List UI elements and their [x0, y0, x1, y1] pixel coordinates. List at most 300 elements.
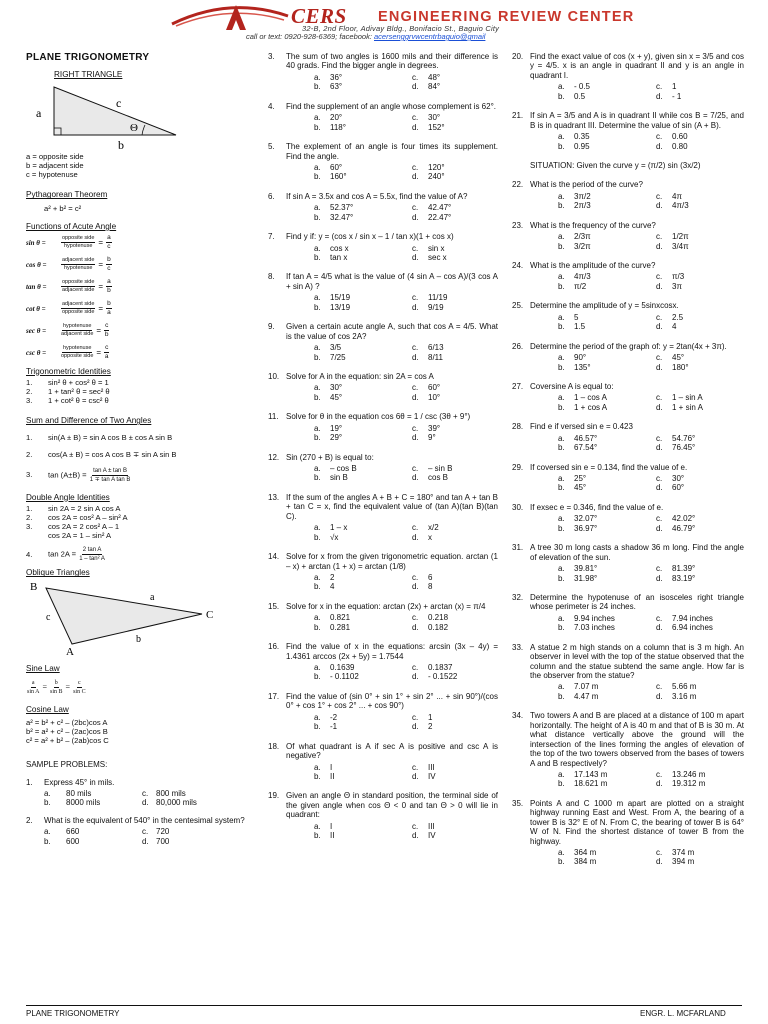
choice: d. — [656, 623, 663, 633]
choice: b. — [314, 622, 321, 632]
tan-double-lhs: tan 2A = — [48, 549, 77, 559]
question-26: 26. Determine the period of the graph of: y = 2tan(4x + 3π). a. 90° c. 45° b. 135° d. 180° — [512, 342, 744, 372]
question-6: 6. If sin A = 3.5x and cos A = 5.5x, find the value of A? a. 52.37° c. 42.47° b. 32.47° d. 22.47° — [268, 192, 498, 222]
choice: 4π/3 — [672, 201, 689, 211]
choice: 2π/3 — [574, 201, 591, 211]
choice: d. — [412, 672, 419, 682]
choice: 0.80 — [672, 141, 688, 151]
choice: b. — [558, 443, 565, 453]
choice: d. — [412, 302, 419, 312]
choice: d. — [656, 779, 663, 789]
choice: c. — [412, 72, 419, 82]
choice: 1/2π — [672, 232, 689, 242]
choice: 1 — [672, 82, 677, 92]
choice: a. — [558, 769, 565, 779]
choice: d. — [412, 582, 419, 592]
choice: 6 — [428, 572, 433, 582]
choice: d. — [656, 362, 663, 372]
choice: d. — [412, 473, 419, 483]
choice: 8/11 — [428, 352, 443, 362]
choice: c. — [656, 82, 663, 92]
choice: c. — [412, 293, 419, 303]
choice: 52.37° — [330, 203, 354, 213]
choice: 48° — [428, 72, 441, 82]
choice: 4 — [672, 322, 677, 332]
choice: 240° — [428, 172, 445, 182]
choice: c. — [412, 243, 419, 253]
choice: b. — [558, 573, 565, 583]
obl-label-A: A — [66, 645, 74, 656]
question-12: 12. Sin (270 + B) is equal to: a. – cos B c. – sin B b. sin B d. cos B — [268, 453, 498, 483]
question-34: 34. Two towers A and B are placed at a distance of 100 m apart horizontally. The height of A is 40 m and that of B is 30 m. At what distance vertically above the ground will the intersection of the lines forming the angles of elevation of the top of the two towers observed from the bases of towers A and B respectively? a. 17.143 m c. 13.246 m b. 18.621 m d. 19.312 m — [512, 711, 744, 789]
choice: a. — [314, 712, 321, 722]
choice: 9.94 inches — [574, 613, 615, 623]
choice: 30° — [428, 113, 441, 123]
choice: c. — [412, 423, 419, 433]
choice: a. — [558, 433, 565, 443]
choice: cos B — [428, 473, 449, 483]
question-28: 28. Find e if versed sin e = 0.423 a. 46.57° c. 54.76° b. 67.54° d. 76.45° — [512, 422, 744, 452]
choice: 42.47° — [428, 203, 452, 213]
choice: - 0.1102 — [330, 672, 359, 682]
question-17: 17. Find the value of (sin 0° + sin 1° + sin 2° ... + sin 90°)/(cos 0° + cos 1° + cos 2° ... + cos 90°) a. -2 c. 1 b. -1 d. 2 — [268, 691, 498, 732]
question-23: 23. What is the frequency of the curve? a. 2/3π c. 1/2π b. 3/2π d. 3/4π — [512, 221, 744, 251]
choice: a. — [558, 613, 565, 623]
choice: b. — [558, 141, 565, 151]
choice: d. — [656, 91, 663, 101]
obl-label-c: c — [46, 611, 51, 623]
choice: cos x — [330, 243, 349, 253]
choice: c. — [656, 682, 663, 692]
choice: c. — [412, 523, 419, 533]
functions-heading: Functions of Acute Angle — [26, 221, 117, 231]
choice: d. — [656, 857, 663, 867]
choice: 45° — [574, 483, 587, 493]
choice: 67.54° — [574, 443, 598, 453]
choice: 30° — [672, 474, 685, 483]
right-triangle-heading: RIGHT TRIANGLE — [54, 69, 123, 79]
sumdiff-sin: sin(A ± B) = sin A cos B ± cos A sin B — [48, 432, 173, 442]
choice: a. — [558, 272, 565, 282]
choice: b. — [558, 523, 565, 533]
choice: d. — [656, 402, 663, 412]
choice: 18.621 m — [574, 779, 608, 789]
choice: c. — [656, 393, 663, 403]
choice: d. — [412, 622, 419, 632]
choice: x — [428, 532, 432, 542]
choice: a. — [314, 423, 321, 433]
choice: b. — [314, 392, 321, 402]
choice: III — [428, 821, 435, 831]
choice: 2 — [428, 722, 433, 732]
choice: d. — [656, 691, 663, 701]
choice: 81.39° — [672, 564, 696, 574]
choice: 1 – cos A — [574, 393, 607, 403]
function-row: cot θ = $\frac{\text{adjacent side}}{\text{opposite side}}$ = $\frac{b}{a}$ — [26, 299, 111, 317]
choice: d. — [656, 483, 663, 493]
choice: b. — [314, 122, 321, 132]
choice: 7/25 — [330, 352, 346, 362]
question-21: 21. If sin A = 3/5 and A is in quadrant II while cos B = 7/25, and B is in quadrant III. Determine the value of sin (A + B). a. 0.35 c. 0.60 b. 0.95 d. 0.80 — [512, 111, 744, 151]
choice: b. — [558, 322, 565, 332]
tan-double-fraction: $\frac{\text{2 tan A}}{\text{1 – tan² A}}$ — [79, 547, 105, 563]
choice: c. — [656, 191, 663, 201]
question-16: 16. Find the value of x in the equations: arcsin (3x – 4y) = 1.4361 arccos (2x + 5y) = 1.7544 a. 0.1639 c. 0.1837 b. - 0.1102 d. - 0.1522 — [268, 642, 498, 682]
choice: 2 — [330, 572, 335, 582]
obl-label-C: C — [206, 608, 214, 621]
choice: b. — [314, 212, 321, 222]
choice: 3/5 — [330, 343, 342, 353]
question-9: 9. Given a certain acute angle A, such that cos A = 4/5. What is the value of cos 2A? a. 3/5 c. 6/13 b. 7/25 d. 8/11 — [268, 322, 498, 362]
oblique-heading: Oblique Triangles — [26, 568, 90, 578]
choice: c. — [412, 663, 419, 672]
choice: c. — [412, 613, 419, 623]
choice: 120° — [428, 162, 445, 172]
choice: 10° — [428, 392, 441, 402]
choice: -1 — [330, 722, 338, 732]
choice: 60° — [330, 162, 343, 172]
choice: 160° — [330, 172, 347, 182]
choice: a. — [558, 312, 565, 322]
choice: b. — [558, 362, 565, 372]
contact-line — [246, 33, 485, 42]
pythagorean-formula: a² + b² = c² — [44, 204, 82, 213]
choice: 90° — [574, 353, 587, 363]
choice: – sin B — [428, 464, 453, 473]
choice: c. — [412, 762, 419, 772]
choice: c. — [412, 383, 419, 393]
choice: a. — [558, 564, 565, 574]
question-29: 29. If coversed sin e = 0.134, find the value of e. a. 25° c. 30° b. 45° d. 60° — [512, 463, 744, 493]
sample-heading: SAMPLE PROBLEMS: — [26, 760, 108, 770]
choice: b. — [558, 402, 565, 412]
tri-label-c: c — [116, 96, 122, 111]
question-27: 27. Coversine A is equal to: a. 1 – cos A c. 1 – sin A b. 1 + cos A d. 1 + sin A — [512, 382, 744, 412]
choice: 13.246 m — [672, 769, 706, 779]
page-title: PLANE TRIGONOMETRY — [26, 52, 150, 63]
column-3 — [512, 52, 744, 867]
choice: a. — [558, 848, 565, 857]
choice: 0.218 — [428, 613, 449, 623]
choice: a. — [314, 383, 321, 393]
choice: 0.5 — [574, 91, 586, 101]
choice: c. — [656, 564, 663, 574]
choice: b. — [314, 582, 321, 592]
acers-logo — [170, 2, 290, 32]
choice: 76.45° — [672, 443, 696, 453]
choice: b. — [558, 281, 565, 291]
choice: 4π — [672, 191, 682, 201]
choice: 4 — [330, 582, 335, 592]
choice: b. — [558, 91, 565, 101]
choice: b. — [558, 691, 565, 701]
obl-label-B: B — [30, 580, 38, 593]
choice: a. — [558, 353, 565, 363]
choice: d. — [656, 241, 663, 251]
choice: 46.57° — [574, 433, 598, 443]
choice: a. — [314, 243, 321, 253]
sumdiff-cos: cos(A ± B) = cos A cos B ∓ sin A sin B — [48, 449, 177, 459]
choice: 3π/2 — [574, 191, 591, 201]
choice: a. — [314, 613, 321, 623]
function-row: csc θ = $\frac{\text{hypotenuse}}{\text{opposite side}}$ = $\frac{c}{a}$ — [26, 343, 109, 361]
tan-sum-fraction: $\frac{\text{tan A ± tan B}}{\text{1 ∓ tan A tan B}}$ — [89, 467, 131, 483]
choice: 36.97° — [574, 523, 598, 533]
choice: tan x — [330, 253, 348, 262]
choice: d. — [656, 322, 663, 332]
choice: 84° — [428, 82, 441, 92]
choice: c. — [656, 848, 663, 857]
choice: 384 m — [574, 857, 597, 867]
question-24: 24. What is the amplitude of the curve? a. 4π/3 c. π/3 b. π/2 d. 3π — [512, 261, 744, 291]
choice: 5.66 m — [672, 682, 697, 692]
choice: c. — [412, 343, 419, 353]
choice: a. — [314, 523, 321, 533]
question-15: 15. Solve for x in the equation: arctan (2x) + arctan (x) = π/4 a. 0.821 c. 0.218 b. 0.281 d. 0.182 — [268, 602, 498, 632]
choice: √x — [330, 532, 339, 542]
cosine-law-b: b² = a² + c² – (2ac)cos B — [26, 727, 108, 737]
choice: d. — [412, 722, 419, 732]
choice: d. — [412, 831, 419, 841]
choice: 374 m — [672, 848, 695, 857]
choice: b. — [314, 82, 321, 92]
def-adjacent: b = adjacent side — [26, 161, 84, 171]
choice: a. — [314, 663, 321, 672]
choice: 25° — [574, 474, 587, 483]
choice: c. — [412, 464, 419, 473]
choice: c. — [656, 353, 663, 363]
choice: d. — [656, 141, 663, 151]
question-1: 1. Express 45° in mils. a. 80 mils c. 800 mils b. 8000 mils d. 80,000 mils — [26, 777, 197, 808]
choice: b. — [314, 253, 321, 262]
choice: sin B — [330, 473, 348, 483]
choice: 19.312 m — [672, 779, 706, 789]
def-opposite: a = opposite side — [26, 152, 84, 162]
choice: 3/4π — [672, 241, 689, 251]
question-19: 19. Given an angle Θ in standard position, the terminal side of the given angle when cos Θ < 0 and tan Θ > 0 will lie in quadrant: a. I c. III b. II d. IV — [268, 791, 498, 841]
choice: 6/13 — [428, 343, 444, 353]
question-5: 5. The explement of an angle is four times its supplement. Find the angle. a. 60° c. 120° b. 160° d. 240° — [268, 142, 498, 182]
function-row: sin θ = $\frac{\text{opposite side}}{\text{hypotenuse}}$ = $\frac{a}{c}$ — [26, 233, 111, 251]
choice: - 0.5 — [574, 82, 591, 92]
choice: 3/2π — [574, 241, 591, 251]
choice: 4.47 m — [574, 691, 599, 701]
question-4: 4. Find the supplement of an angle whose complement is 62°. a. 20° c. 30° b. 118° d. 152° — [268, 101, 496, 132]
choice: b. — [558, 857, 565, 867]
oblique-triangle-figure — [26, 580, 216, 656]
choice: II — [330, 771, 335, 781]
choice: b. — [314, 172, 321, 182]
def-hypotenuse: c = hypotenuse — [26, 170, 78, 180]
sine-law-heading: Sine Law — [26, 663, 60, 673]
choice: π/2 — [574, 281, 587, 291]
choice: c. — [412, 162, 419, 172]
cosine-law-a: a² = b² + c² – (2bc)cos A — [26, 718, 108, 728]
choice: d. — [412, 433, 419, 443]
choice: a. — [558, 514, 565, 524]
choice: c. — [412, 113, 419, 123]
question-11: 11. Solve for θ in the equation cos 6θ = 1 / csc (3θ + 9°) a. 19° c. 39° b. 29° d. 9° — [268, 412, 498, 442]
choice: 45° — [330, 392, 343, 402]
choice: b. — [558, 623, 565, 633]
choice: 31.98° — [574, 573, 598, 583]
facebook-link[interactable]: acersenggrvwcentrbaguio@gmail — [374, 32, 486, 41]
choice: 45° — [672, 353, 685, 363]
double-angle-heading: Double Angle Identities — [26, 492, 110, 502]
footer-left: PLANE TRIGONOMETRY — [26, 1009, 120, 1018]
choice: 30° — [330, 383, 343, 393]
function-row: sec θ = $\frac{\text{hypotenuse}}{\text{adjacent side}}$ = $\frac{c}{b}$ — [26, 321, 109, 339]
choice: 1 – sin A — [672, 393, 703, 403]
tri-label-b: b — [118, 138, 124, 152]
choice: 9/19 — [428, 302, 444, 312]
choice: 7.07 m — [574, 682, 599, 692]
situation-block: SITUATION: Given the curve y = (π/2) sin (3x/2) — [530, 160, 701, 170]
choice: d. — [656, 281, 663, 291]
choice: 22.47° — [428, 212, 452, 222]
choice: sec x — [428, 253, 447, 262]
choice: 118° — [330, 122, 346, 132]
tri-label-theta: Θ — [130, 122, 138, 135]
cosine-law-heading: Cosine Law — [26, 704, 69, 714]
choice: – cos B — [330, 464, 357, 473]
choice: c. — [656, 312, 663, 322]
obl-label-a: a — [150, 591, 155, 603]
choice: a. — [558, 82, 565, 92]
choice: 60° — [672, 483, 685, 493]
choice: 0.95 — [574, 141, 590, 151]
choice: a. — [314, 72, 321, 82]
footer-rule — [26, 1005, 742, 1006]
choice: a. — [558, 474, 565, 483]
choice: - 0.1522 — [428, 672, 458, 682]
choice: b. — [558, 201, 565, 211]
choice: 15/19 — [330, 293, 351, 303]
choice: a. — [314, 762, 321, 772]
choice: d. — [412, 532, 419, 542]
choice: c. — [656, 613, 663, 623]
choice: a. — [558, 232, 565, 242]
choice: 13/19 — [330, 302, 351, 312]
choice: b. — [314, 771, 321, 781]
choice: a. — [558, 682, 565, 692]
obl-label-b: b — [136, 633, 141, 645]
question-13: 13. If the sum of the angles A + B + C = 180° and tan A + tan B + tan C = x, find the equivalent value of (tan A)(tan B)(tan C). a. 1 – x c. x/2 b. √x d. x — [268, 492, 498, 542]
choice: 2/3π — [574, 232, 591, 242]
choice: c. — [656, 272, 663, 282]
choice: c. — [656, 474, 663, 483]
choice: I — [330, 762, 333, 772]
question-7: 7. Find y if: y = (cos x / sin x – 1 / tan x)(1 + cos x) a. cos x c. sin x b. tan x d. sec x — [268, 232, 498, 262]
choice: 0.60 — [672, 132, 688, 142]
footer-right: ENGR. L. MCFARLAND — [640, 1009, 726, 1018]
question-20: 20. Find the exact value of cos (x + y), given sin x = 3/5 and cos y = 4/5. x is an angle in quadrant II and y is an angle in quadrant I. a. - 0.5 c. 1 b. 0.5 d. - 1 — [512, 52, 744, 101]
choice: d. — [656, 443, 663, 453]
choice: c. — [656, 769, 663, 779]
choice: III — [428, 762, 435, 772]
choice: 36° — [330, 72, 343, 82]
double-sin: sin 2A = 2 sin A cos A — [48, 504, 121, 514]
question-33: 33. A statue 2 m high stands on a column that is 3 m high. An observer in level with the top of the statue observed that the column and the statue subtend the same angle. How far is the observer from the statue? a. 7.07 m c. 5.66 m b. 4.47 m d. 3.16 m — [512, 642, 744, 701]
choice: a. — [314, 821, 321, 831]
choice: a. — [558, 393, 565, 403]
choice: 4π/3 — [574, 272, 591, 282]
question-2: 2. What is the equivalent of 540° in the centesimal system? a. 660 c. 720 b. 600 d. 700 — [26, 815, 245, 846]
choice: d. — [412, 352, 419, 362]
question-25: 25. Determine the amplitude of y = 5sinxcosx. a. 5 c. 2.5 b. 1.5 d. 4 — [512, 301, 744, 331]
choice: a. — [314, 293, 321, 303]
choice: b. — [314, 831, 321, 841]
choice: c. — [412, 712, 419, 722]
choice: a. — [314, 343, 321, 353]
choice: d. — [412, 771, 419, 781]
identity-3: 1 + cot² θ = csc² θ — [48, 396, 109, 406]
choice: 0.281 — [330, 622, 351, 632]
choice: d. — [656, 523, 663, 533]
column-1: PLANE TRIGONOMETRY RIGHT TRIANGLE a c b Θ a = opposite side b = adjacent side c = hypotenuse Pythagorean Theorem a² + b² = c² Functions of Acute Angle sin θ = $\frac{\text{opposite side}}{\text{hypotenuse}}$ = $\frac{a}{c}$ cos θ = $\frac{\text{adjacent side}}{\text{hypotenuse}}$ = $\frac{b}{c}$ tan θ = $\frac{\text{opposite side}}{\text{adjacent side}}$ = $\frac{a}{b}$ cot θ = $\frac{\text{adjacent side}}{\text{opposite side}}$ = $\frac{b}{a}$ sec θ = $\frac{\text{hypotenuse}}{\text{adjacent side}}$ = $\frac{c}{b}$ csc θ = $\frac{\text{hypotenuse}}{\text{opposite side}}$ = $\frac{c}{a}$ Trigonometric Identities 1. sin² θ + cos² θ = 1 2. 1 + tan² θ = sec² θ 3. 1 + cot² θ = csc² θ Sum and Difference of Two Angles 1. sin(A ± B) = sin A cos B ± cos A sin B 2. cos(A ± B) = cos A cos B ∓ sin A sin B 3. tan (A±B) = $\frac{\text{tan A ± tan B}}{\text{1 ∓ tan A tan B}}$ Double Angle Identities 1. sin 2A = 2 sin A cos A 2. cos 2A = cos² A – sin² A 3. cos 2A = 2 cos² A – 1 cos 2A = 1 – sin² A 4. tan 2A = $\frac{\text{2 tan A}}{\text{1 – tan² A}}$ Oblique Triangles B A C a c b Sine Law $\frac{a}{\text{sin A}}$ = $\frac{b}{\text{sin B}}$ = $\frac{c}{\text{sin C}}$ Cosine Law a² = b² + c² – (2bc)cos A b² = a² + c² – (2ac)cos B c² = a² + b² – (2ab)cos C SAMPLE PROBLEMS: 1. Express 45° in mils. a. 80 mils c. 800 mils b. 8000 mils d. 80,000 mils 2. What is the equivalent of 540° in the centesimal system? a. 660 c. 720 b. 600 d. 700 — [26, 52, 251, 846]
question-22: 22. What is the period of the curve? a. 3π/2 c. 4π b. 2π/3 d. 4π/3 — [512, 180, 744, 210]
choice: 32.07° — [574, 514, 598, 524]
choice: 0.182 — [428, 622, 449, 632]
choice: c. — [656, 514, 663, 524]
sumdiff-heading: Sum and Difference of Two Angles — [26, 416, 152, 426]
choice: 1 — [428, 712, 433, 722]
choice: 39.81° — [574, 564, 598, 574]
question-35: 35. Points A and C 1000 m apart are plotted on a straight highway running East and West. From A, the bearing of a tower B is 32° E of N. From C, the bearing of tower B is 64° W of N. Find the shortest distance of tower B from the highway. a. 364 m c. 374 m b. 384 m d. 394 m — [512, 798, 744, 867]
choice: b. — [314, 433, 321, 443]
choice: 29° — [330, 433, 343, 443]
choice: -2 — [330, 712, 338, 722]
choice: 152° — [428, 122, 445, 132]
choice: d. — [412, 392, 419, 402]
choice: 5 — [574, 312, 579, 322]
contact-prefix: call or text: 0920-928-6369; facebook: — [246, 32, 374, 41]
choice: 11/19 — [428, 293, 448, 303]
choice: d. — [412, 253, 419, 262]
choice: - 1 — [672, 91, 682, 101]
choice: b. — [558, 241, 565, 251]
question-31: 31. A tree 30 m long casts a shadow 36 m long. Find the angle of elevation of the sun. a. 39.81° c. 81.39° b. 31.98° d. 83.19° — [512, 543, 744, 583]
center-address: 32-B, 2nd Floor, Adivay Bldg., Bonifacio St., Baguio City — [302, 24, 500, 33]
choice: 8 — [428, 582, 433, 592]
column-2 — [268, 52, 498, 841]
choice: a. — [314, 203, 321, 213]
cosine-law-c: c² = a² + b² – (2ab)cos C — [26, 736, 109, 746]
question-32: 32. Determine the hypotenuse of an isosceles right triangle whose perimeter is 24 inches. a. 9.94 inches c. 7.94 inches b. 7.03 inches d. 6.94 inches — [512, 592, 744, 633]
center-name: ENGINEERING REVIEW CENTER — [378, 9, 635, 25]
choice: b. — [314, 672, 321, 682]
function-row: tan θ = $\frac{\text{opposite side}}{\text{adjacent side}}$ = $\frac{a}{b}$ — [26, 277, 111, 295]
choice: d. — [412, 82, 419, 92]
choice: d. — [412, 212, 419, 222]
choice: b. — [314, 532, 321, 542]
sine-law-formula: $\frac{a}{\text{sin A}}$ = $\frac{b}{\text{sin B}}$ = $\frac{c}{\text{sin C}}$ — [27, 679, 86, 695]
question-8: 8. If tan A = 4/5 what is the value of (4 sin A – cos A)/(3 cos A + sin A) ? a. 15/19 c. 11/19 b. 13/19 d. 9/19 — [268, 272, 498, 312]
choice: 0.1639 — [330, 663, 355, 672]
choice: 83.19° — [672, 573, 696, 583]
choice: sin x — [428, 243, 445, 253]
choice: 9° — [428, 433, 436, 443]
brand-name: CERS — [291, 4, 347, 28]
choice: b. — [314, 302, 321, 312]
question-18: 18. Of what quadrant is A if sec A is positive and csc A is negative? a. I c. III b. II d. IV — [268, 741, 498, 781]
choice: x/2 — [428, 523, 439, 533]
choice: 180° — [672, 362, 689, 372]
choice: I — [330, 821, 333, 831]
pythagorean-heading: Pythagorean Theorem — [26, 190, 108, 200]
identities-heading: Trigonometric Identities — [26, 366, 111, 376]
choice: a. — [314, 113, 321, 123]
